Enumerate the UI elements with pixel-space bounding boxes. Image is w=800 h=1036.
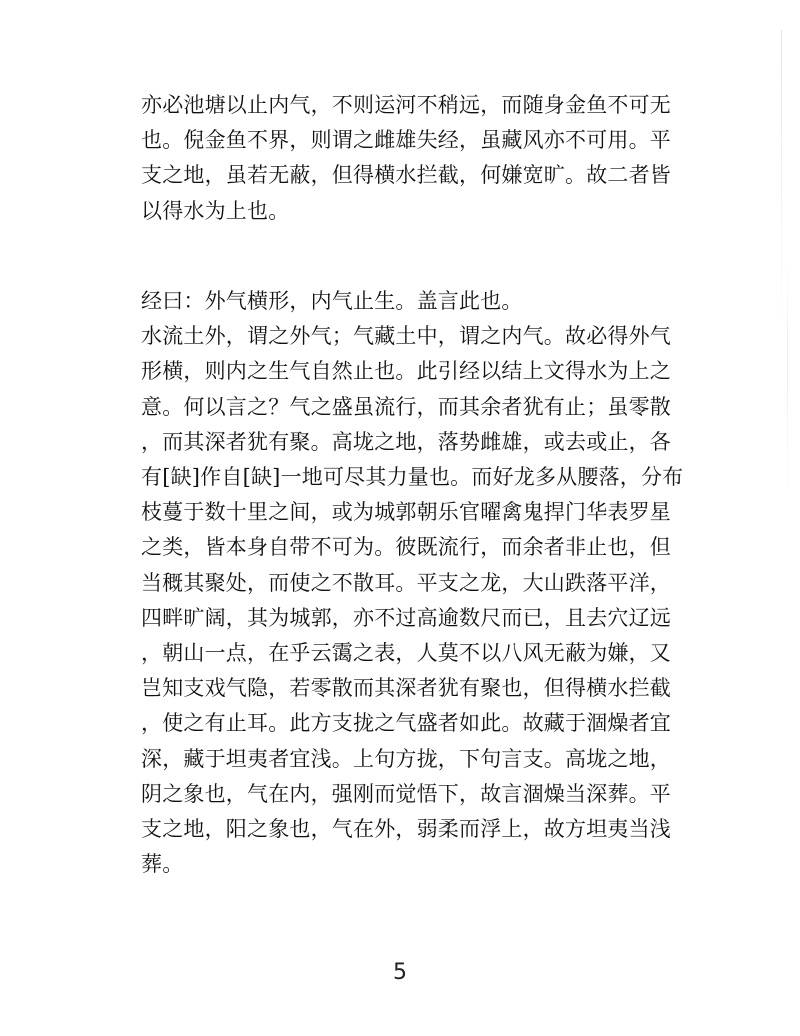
text-line: 四畔旷阔，其为城郭，亦不过高逾数尺而已，且去穴辽远: [141, 605, 671, 630]
text-line: ，朝山一点，在乎云霭之表，人莫不以八风无蔽为嫌，又: [141, 641, 671, 666]
text-line: ，使之有止耳。此方支拢之气盛者如此。故藏于涸燥者宜: [141, 711, 671, 736]
paragraph-1: [141, 88, 671, 229]
page-number: 5: [393, 960, 407, 985]
text-line: 支之地，阳之象也，气在外，弱柔而浮上，故方坦夷当浅: [141, 817, 671, 842]
text-line: ，而其深者犹有聚。高垅之地，落势雌雄，或去或止，各: [141, 429, 671, 454]
text-line: 之类，皆本身自带不可为。彼既流行，而余者非止也，但: [141, 535, 671, 560]
text-line: 枝蔓于数十里之间，或为城郭朝乐官曜禽鬼捍门华表罗星: [141, 500, 671, 525]
paragraph-2: [141, 284, 684, 882]
text-line: 亦必池塘以止内气，不则运河不稍远，而随身金鱼不可无: [141, 93, 671, 117]
scan-edge-mark: [787, 260, 788, 500]
text-line: 经曰：外气横形，内气止生。盖言此也。: [141, 289, 523, 313]
text-line: 水流土外，谓之外气；气藏土中，谓之内气。故必得外气: [141, 324, 671, 349]
text-line: 支之地，虽若无蔽，但得横水拦截，何嫌宽旷。故二者皆: [141, 163, 671, 188]
text-line: 形横，则内之生气自然止也。此引经以结上文得水为上之: [141, 359, 671, 384]
scan-edge-mark: [781, 30, 782, 330]
text-line: 阴之象也，气在内，强刚而觉悟下，故言涸燥当深葬。平: [141, 781, 671, 806]
text-line: 岂知支戏气隐，若零散而其深者犹有聚也，但得横水拦截: [141, 676, 671, 701]
text-line: 也。倪金鱼不界，则谓之雌雄失经，虽藏风亦不可用。平: [141, 128, 671, 153]
text-line: 葬。: [141, 852, 184, 877]
text-line: 深，藏于坦夷者宜浅。上句方拢，下句言支。高垅之地，: [141, 746, 671, 771]
text-line: 有[缺]作自[缺]一地可尽其力量也。而好龙多从腰落，分布: [141, 465, 684, 490]
text-line: 意。何以言之？气之盛虽流行，而其余者犹有止；虽零散: [141, 394, 671, 419]
text-line: 当穊其聚处，而使之不散耳。平支之龙，大山跌落平洋，: [141, 570, 671, 595]
text-line: 以得水为上也。: [141, 198, 290, 223]
